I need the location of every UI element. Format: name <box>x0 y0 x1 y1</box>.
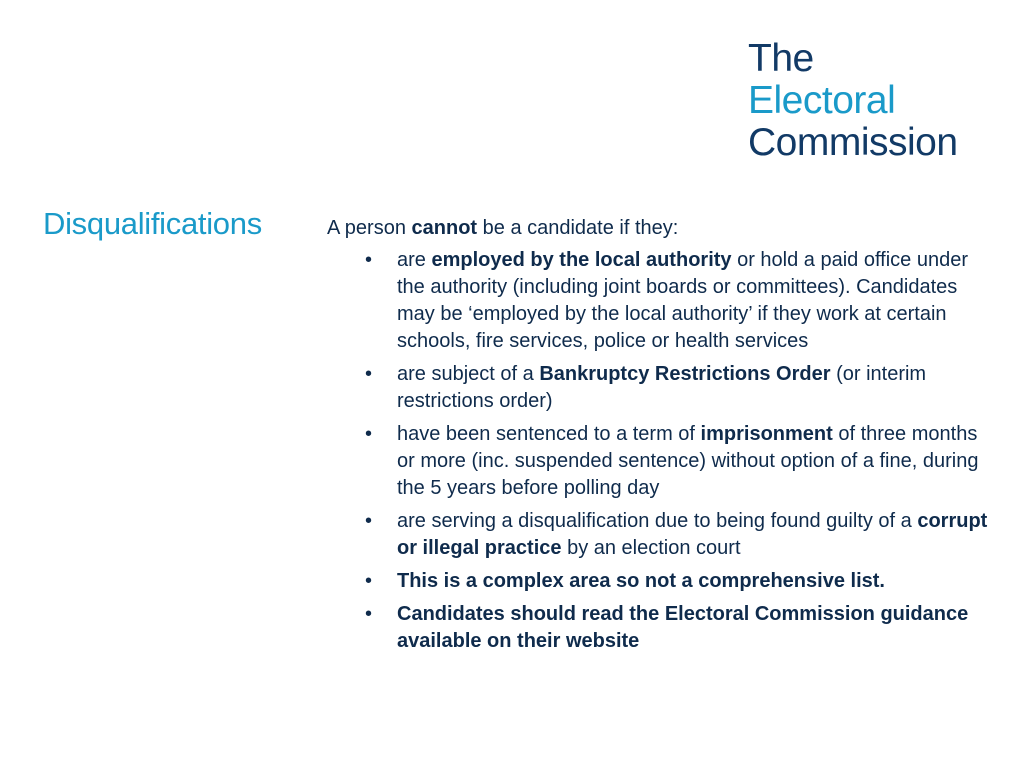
disqualification-list <box>327 247 1007 655</box>
item-pre: are subject of a <box>397 363 540 385</box>
slide-title: Disqualifications <box>43 206 262 241</box>
item-bold: employed by the local authority <box>431 249 732 271</box>
list-item <box>327 601 992 655</box>
logo-line-the: The <box>748 37 814 80</box>
item-post: or hold a paid office under the authority (including joint boards or committees). Candidates may be ‘employed by the local authority’ if they work at certain schools, fire services, police or health services <box>397 249 968 352</box>
item-bold: Candidates should read the Electoral Commission guidance available on their website <box>397 603 969 652</box>
intro-before: A person <box>327 217 412 239</box>
item-pre: are <box>397 249 432 271</box>
item-bold: Bankruptcy Restrictions Order <box>539 363 831 385</box>
electoral-commission-logo <box>748 38 958 164</box>
bullet-point: • <box>365 603 373 625</box>
slide-content <box>327 215 1007 661</box>
list-item <box>327 421 992 502</box>
intro-text <box>327 215 1007 242</box>
logo-line-electoral: Electoral <box>748 79 896 122</box>
item-post: (or interim restrictions order) <box>397 363 927 412</box>
intro-after: be a candidate if they: <box>477 217 679 239</box>
bullet-point: • <box>365 570 373 592</box>
intro-bold: cannot <box>411 217 478 239</box>
logo-line-commission: Commission <box>748 121 958 164</box>
bullet-point: • <box>365 423 373 445</box>
item-pre: are serving a disqualification due to being found guilty of a <box>397 510 918 532</box>
list-item <box>327 568 992 595</box>
item-post: of three months or more (inc. suspended sentence) without option of a fine, during the 5 years before polling day <box>397 423 979 499</box>
item-bold: imprisonment <box>700 423 833 445</box>
list-item <box>327 508 992 562</box>
list-item <box>327 247 992 355</box>
item-post: by an election court <box>561 537 741 559</box>
bullet-point: • <box>365 510 373 532</box>
item-pre: have been sentenced to a term of <box>397 423 701 445</box>
bullet-point: • <box>365 249 373 271</box>
bullet-point: • <box>365 363 373 385</box>
item-bold: This is a complex area so not a comprehensive list. <box>397 570 885 592</box>
item-bold: corrupt or illegal practice <box>397 510 988 559</box>
list-item <box>327 361 992 415</box>
